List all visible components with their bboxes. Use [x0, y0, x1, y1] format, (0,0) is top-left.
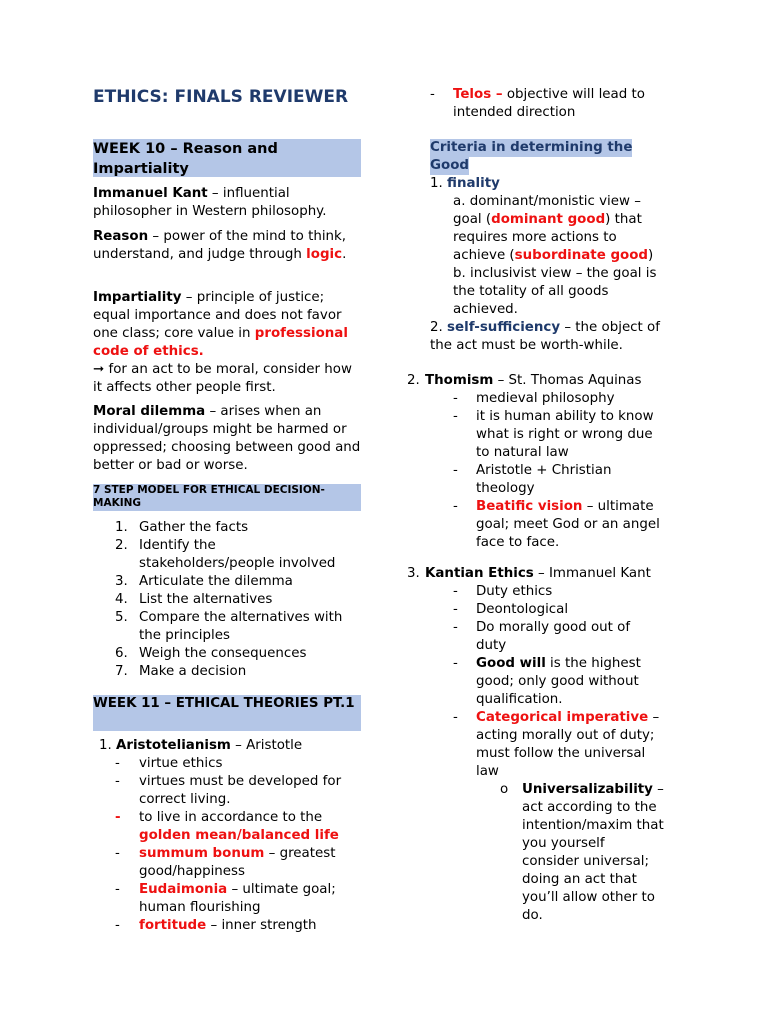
kantian-term: Kantian Ethics — [425, 566, 534, 581]
summum-bonum-highlight: summum bonum — [139, 846, 265, 861]
list-item: Do morally good out of — [476, 620, 631, 635]
list-item: fortitude – inner strength — [139, 918, 317, 933]
inclusivist-view-line: b. inclusivist view – the goal is — [453, 266, 657, 281]
list-item: it is human ability to know — [476, 409, 654, 424]
eudaimonia-highlight: Eudaimonia — [139, 882, 228, 897]
universalizability-line: you yourself — [522, 836, 605, 851]
impartiality-definition: Impartiality – principle of justice; equal importance and does not favor one class; core value in professional code of ethics. ➞ for an act to be moral, consider how it affects other people first. — [93, 290, 352, 395]
golden-mean-highlight: golden mean/balanced life — [139, 828, 339, 843]
page-title: ETHICS: FINALS REVIEWER — [93, 87, 349, 107]
moral-dilemma-definition: Moral dilemma – arises when an individual/groups might be harmed or oppressed; choosing between good and better or bad or worse. — [93, 404, 361, 473]
step-item: Compare the alternatives with — [139, 610, 343, 625]
list-item: medieval philosophy — [476, 391, 615, 406]
reason-term: Reason — [93, 229, 149, 244]
criteria-heading: Criteria in determining the Good — [430, 140, 633, 173]
finality-item: 1. finality — [430, 176, 500, 191]
week10-heading: WEEK 10 – Reason and Impartiality — [93, 139, 361, 177]
list-item: Aristotle + Christian — [476, 463, 612, 478]
week11-heading: WEEK 11 – ETHICAL THEORIES PT.1 — [93, 695, 361, 731]
step-item: Make a decision — [139, 664, 247, 679]
beatific-vision-highlight: Beatific vision — [476, 499, 583, 514]
step-number: 3. — [115, 574, 128, 589]
list-item: Good will is the highest — [476, 656, 641, 671]
step-item-continued: the principles — [139, 628, 230, 643]
list-item: Beatific vision – ultimate — [476, 499, 654, 514]
sub-bullet-icon: o — [500, 782, 509, 797]
good-will-term: Good will — [476, 656, 546, 671]
list-item: Categorical imperative – — [476, 710, 660, 725]
dominant-good-highlight: dominant good — [491, 212, 606, 227]
professional-code-highlight: professional code of ethics. — [93, 326, 348, 359]
list-item: virtues must be developed for — [139, 774, 342, 789]
list-item: to live in accordance to the — [139, 810, 323, 825]
telos-item: Telos – objective will lead to — [453, 87, 645, 102]
step-number: 7. — [115, 664, 128, 679]
kant-term: Immanuel Kant — [93, 186, 208, 201]
aristotelianism-term: Aristotelianism — [116, 738, 231, 753]
universalizability-line: consider universal; — [522, 854, 650, 869]
self-sufficiency-item: 2. self-sufficiency – the object of — [430, 320, 660, 335]
categorical-imperative-highlight: Categorical imperative — [476, 710, 649, 725]
logic-highlight: logic — [306, 247, 343, 262]
finality-term: finality — [447, 176, 500, 191]
list-item: Eudaimonia – ultimate goal; — [139, 882, 336, 897]
subordinate-good-highlight: subordinate good — [514, 248, 649, 263]
step-item: List the alternatives — [139, 592, 273, 607]
universalizability-line: do. — [522, 908, 543, 923]
reason-definition: Reason – power of the mind to think, understand, and judge through logic. — [93, 229, 347, 262]
step-number: 5. — [115, 610, 128, 625]
step-number: 6. — [115, 646, 128, 661]
universalizability-term: Universalizability — [522, 782, 653, 797]
step-item: Gather the facts — [139, 520, 249, 535]
list-item: summum bonum – greatest — [139, 846, 336, 861]
step-item: Articulate the dilemma — [139, 574, 293, 589]
step-item: Identify the — [139, 538, 216, 553]
thomism-term: Thomism — [425, 373, 494, 388]
step-number: 1. — [115, 520, 128, 535]
universalizability-item: Universalizability – — [522, 782, 664, 797]
telos-highlight: Telos – — [453, 87, 503, 102]
impartiality-term: Impartiality — [93, 290, 182, 305]
moral-dilemma-term: Moral dilemma — [93, 404, 206, 419]
step-item-continued: stakeholders/people involved — [139, 556, 336, 571]
kant-definition: Immanuel Kant – influential philosopher in Western philosophy. — [93, 186, 327, 219]
list-item: Deontological — [476, 602, 569, 617]
list-item: Duty ethics — [476, 584, 553, 599]
universalizability-line: you’ll allow other to — [522, 890, 655, 905]
universalizability-line: doing an act that — [522, 872, 637, 887]
step-number: 4. — [115, 592, 128, 607]
dominant-view-line: a. dominant/monistic view – — [453, 194, 641, 209]
list-item: virtue ethics — [139, 756, 223, 771]
universalizability-line: intention/maxim that — [522, 818, 664, 833]
step-number: 2. — [115, 538, 128, 553]
step-item: Weigh the consequences — [139, 646, 307, 661]
seven-step-heading: 7 STEP MODEL FOR ETHICAL DECISION-MAKING — [93, 484, 361, 511]
self-sufficiency-term: self-sufficiency — [447, 320, 561, 335]
arrow-icon: ➞ — [93, 362, 105, 377]
universalizability-line: act according to the — [522, 800, 657, 815]
fortitude-highlight: fortitude — [139, 918, 207, 933]
